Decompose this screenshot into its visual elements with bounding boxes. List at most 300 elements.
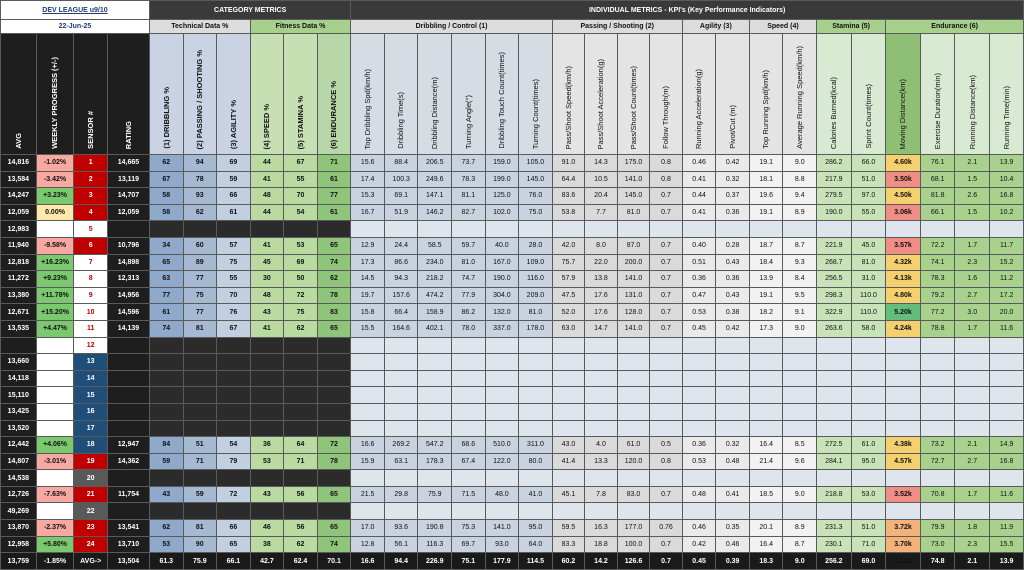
kpi-cell: 69.1 (384, 188, 418, 205)
kpi-cell: 59.5 (552, 520, 585, 537)
kpi-cell (749, 470, 783, 487)
kpi-cell: 109.0 (519, 254, 553, 271)
kpi-cell: 97.0 (851, 188, 886, 205)
kpi-cell: 209.0 (519, 287, 553, 304)
player-rating: 10,796 (107, 237, 149, 254)
kpi-cell: 58.0 (851, 320, 886, 337)
category-cell (317, 354, 351, 371)
kpi-cell (351, 503, 385, 520)
kpi-cell (886, 354, 921, 371)
player-avg: 14,247 (1, 188, 37, 205)
category-cell (183, 403, 217, 420)
table-row (1, 470, 1024, 487)
category-cell: 58 (149, 204, 183, 221)
kpi-cell: 15.5 (990, 536, 1024, 553)
kpi-cell: 0.7 (650, 254, 683, 271)
kpi-cell (851, 387, 886, 404)
kpi-cell: 42.0 (552, 237, 585, 254)
weekly-progress (36, 503, 74, 520)
category-cell (250, 503, 284, 520)
kpi-cell: 78.3 (452, 171, 486, 188)
kpi-cell: 230.1 (817, 536, 852, 553)
category-cell: 65 (317, 320, 351, 337)
kpi-cell: 9.5 (783, 287, 817, 304)
weekly-progress (36, 420, 74, 437)
kpi-cell (650, 221, 683, 238)
kpi-cell: 9.4 (783, 188, 817, 205)
kpi-cell (716, 387, 750, 404)
kpi-cell: 1.8 (955, 520, 990, 537)
kpi-cell: 141.0 (617, 320, 650, 337)
category-metrics-header: CATEGORY METRICS (149, 1, 350, 20)
sensor-number: 9 (74, 287, 108, 304)
kpi-cell: 75.0 (519, 204, 553, 221)
category-cell: 62 (149, 155, 183, 172)
kpi-cell: 16.3 (585, 520, 618, 537)
kpi-cell: 9.0 (783, 320, 817, 337)
kpi-cell (585, 420, 618, 437)
category-cell: 63 (149, 271, 183, 288)
sensor-number: 8 (74, 271, 108, 288)
kpi-cell: 13.8 (585, 271, 618, 288)
column-header (36, 34, 74, 155)
category-cell: 89 (183, 254, 217, 271)
kpi-cell (519, 354, 553, 371)
table-row (1, 387, 1024, 404)
category-cell: 62 (317, 271, 351, 288)
category-cell: 66.1 (217, 553, 251, 570)
kpi-cell: 10.2 (990, 204, 1024, 221)
kpi-cell: 9.0 (783, 486, 817, 503)
category-cell (284, 337, 318, 354)
category-cell: 61 (317, 204, 351, 221)
kpi-cell: 14.9 (990, 437, 1024, 454)
category-cell: 83 (317, 304, 351, 321)
category-cell (217, 354, 251, 371)
kpi-cell: 2.3 (955, 254, 990, 271)
kpi-cell: 0.8 (650, 155, 683, 172)
kpi-cell: 71.0 (851, 536, 886, 553)
kpi-cell: 66.4 (384, 304, 418, 321)
kpi-cell (552, 221, 585, 238)
kpi-cell (783, 503, 817, 520)
column-header (585, 34, 618, 155)
kpi-cell (955, 503, 990, 520)
kpi-cell (617, 420, 650, 437)
kpi-cell: 53.0 (851, 486, 886, 503)
player-rating: 11,754 (107, 486, 149, 503)
table-row (1, 536, 1024, 553)
player-rating (107, 403, 149, 420)
kpi-cell: 178.0 (519, 320, 553, 337)
kpi-cell: 94.3 (384, 271, 418, 288)
kpi-cell: 70.8 (920, 486, 955, 503)
kpi-cell: 18.1 (749, 171, 783, 188)
player-rating: 14,596 (107, 304, 149, 321)
kpi-cell (384, 370, 418, 387)
category-cell: 76 (217, 304, 251, 321)
kpi-cell: 16.4 (749, 536, 783, 553)
category-cell: 66 (217, 520, 251, 537)
kpi-cell: 66.1 (920, 204, 955, 221)
kpi-cell: 206.5 (418, 155, 452, 172)
table-row (1, 204, 1024, 221)
kpi-cell (552, 337, 585, 354)
kpi-cell: 83.3 (552, 536, 585, 553)
kpi-cell: 4.80k (886, 287, 921, 304)
sensor-number: 18 (74, 437, 108, 454)
kpi-cell: 12.8 (351, 536, 385, 553)
kpi-cell: 547.2 (418, 437, 452, 454)
kpi-cell: 78.8 (920, 320, 955, 337)
kpi-cell: 16.6 (351, 437, 385, 454)
kpi-cell (716, 470, 750, 487)
kpi-cell: 0.7 (650, 553, 683, 570)
kpi-cell (955, 403, 990, 420)
kpi-cell (817, 337, 852, 354)
kpi-cell (886, 387, 921, 404)
kpi-cell (955, 470, 990, 487)
kpi-cell: 11.6 (990, 320, 1024, 337)
column-header-label: (1) DRIBBLING % (161, 87, 171, 149)
category-cell: 70 (217, 287, 251, 304)
kpi-cell (920, 403, 955, 420)
kpi-cell (783, 403, 817, 420)
kpi-cell: 93.0 (485, 536, 519, 553)
kpi-cell (485, 470, 519, 487)
kpi-cell (851, 221, 886, 238)
kpi-cell: 17.4 (351, 171, 385, 188)
sensor-number: 4 (74, 204, 108, 221)
kpi-cell: 337.0 (485, 320, 519, 337)
kpi-cell: 86.2 (452, 304, 486, 321)
kpi-cell: 190.0 (817, 204, 852, 221)
column-header (418, 34, 452, 155)
kpi-cell: 81.8 (920, 188, 955, 205)
category-cell: 93 (183, 188, 217, 205)
kpi-cell (920, 221, 955, 238)
category-cell (250, 470, 284, 487)
kpi-cell (552, 503, 585, 520)
kpi-cell: 15.5 (351, 320, 385, 337)
kpi-cell: 63.1 (384, 453, 418, 470)
kpi-cell: 3.52k (886, 486, 921, 503)
kpi-cell (716, 503, 750, 520)
kpi-cell: 75.7 (552, 254, 585, 271)
kpi-cell: 75.9 (418, 486, 452, 503)
kpi-cell: 52.0 (552, 304, 585, 321)
kpi-cell (682, 420, 716, 437)
kpi-cell (519, 470, 553, 487)
kpi-cell (716, 221, 750, 238)
kpi-cell: 51.9 (384, 204, 418, 221)
kpi-cell (384, 420, 418, 437)
kpi-cell: 2.1 (955, 437, 990, 454)
kpi-cell: 4.24k (886, 320, 921, 337)
kpi-cell (617, 354, 650, 371)
player-rating (107, 221, 149, 238)
kpi-cell (955, 370, 990, 387)
kpi-cell (384, 337, 418, 354)
category-cell (250, 354, 284, 371)
kpi-cell: 0.37 (716, 188, 750, 205)
kpi-cell: 256.5 (817, 271, 852, 288)
kpi-cell (955, 221, 990, 238)
kpi-cell: 304.0 (485, 287, 519, 304)
category-cell: 65 (317, 237, 351, 254)
kpi-cell: 73.2 (920, 437, 955, 454)
kpi-cell: 3.70k (886, 536, 921, 553)
column-header-label: Pass/Shoot Count(times) (628, 65, 638, 149)
kpi-cell: 47.5 (552, 287, 585, 304)
player-avg: 12,958 (1, 536, 37, 553)
kpi-cell: 11.9 (990, 520, 1024, 537)
kpi-cell (783, 337, 817, 354)
kpi-cell (552, 403, 585, 420)
kpi-cell: 5.20k (886, 304, 921, 321)
kpi-cell (783, 470, 817, 487)
kpi-cell: 0.36 (682, 271, 716, 288)
kpi-cell (682, 403, 716, 420)
kpi-cell: 3.06k (886, 204, 921, 221)
kpi-cell: 81.0 (851, 254, 886, 271)
kpi-cell (682, 503, 716, 520)
player-rating: 14,665 (107, 155, 149, 172)
sensor-number: 17 (74, 420, 108, 437)
category-cell: 62 (284, 536, 318, 553)
category-cell: 60 (183, 237, 217, 254)
kpi-cell: 218.2 (418, 271, 452, 288)
kpi-cell: 268.7 (817, 254, 852, 271)
category-cell: 38 (250, 536, 284, 553)
category-cell: 77 (183, 271, 217, 288)
column-header-label: Moving Distance(km) (898, 78, 908, 149)
player-avg: 14,807 (1, 453, 37, 470)
kpi-cell: 145.0 (519, 171, 553, 188)
kpi-cell: 83.6 (552, 188, 585, 205)
kpi-cell: 68.6 (452, 437, 486, 454)
kpi-cell (585, 221, 618, 238)
kpi-cell: 93.6 (384, 520, 418, 537)
table-row (1, 171, 1024, 188)
kpi-cell (682, 387, 716, 404)
category-cell: 62 (284, 320, 318, 337)
category-cell: 71 (183, 453, 217, 470)
table-row (1, 337, 1024, 354)
kpi-cell: 0.41 (682, 204, 716, 221)
kpi-cell (955, 420, 990, 437)
kpi-cell (886, 503, 921, 520)
individual-metrics-header: INDIVIDUAL METRICS - KPI's (Key Performance Indicators) (351, 1, 1024, 20)
kpi-cell: 73.7 (452, 155, 486, 172)
category-cell (317, 337, 351, 354)
player-avg (1, 337, 37, 354)
column-header (783, 34, 817, 155)
kpi-cell: 249.6 (418, 171, 452, 188)
category-cell: 72 (284, 287, 318, 304)
kpi-cell (851, 337, 886, 354)
kpi-cell (485, 221, 519, 238)
kpi-cell: 18.4 (749, 254, 783, 271)
table-row (1, 320, 1024, 337)
kpi-cell (920, 354, 955, 371)
kpi-cell: 28.0 (519, 237, 553, 254)
kpi-cell: 72.7 (920, 453, 955, 470)
kpi-cell: 81.0 (617, 204, 650, 221)
category-cell (183, 221, 217, 238)
column-header (351, 34, 385, 155)
kpi-cell: 8.7 (783, 237, 817, 254)
kpi-cell: 110.0 (851, 287, 886, 304)
kpi-cell: 13.9 (990, 155, 1024, 172)
weekly-progress: +5.80% (36, 536, 74, 553)
category-cell: 55 (217, 271, 251, 288)
category-cell: 75 (183, 287, 217, 304)
table-row (1, 370, 1024, 387)
category-cell (317, 420, 351, 437)
kpi-cell: 20.0 (990, 304, 1024, 321)
kpi-cell: 21.5 (351, 486, 385, 503)
category-cell: 94 (183, 155, 217, 172)
kpi-cell: 114.5 (519, 553, 553, 570)
weekly-progress: -9.58% (36, 237, 74, 254)
kpi-cell: 69.0 (851, 553, 886, 570)
kpi-cell (617, 403, 650, 420)
column-header (817, 34, 852, 155)
kpi-cell: 0.76 (650, 520, 683, 537)
kpi-cell: 132.0 (485, 304, 519, 321)
category-cell: 62.4 (284, 553, 318, 570)
kpi-cell: 51.0 (851, 520, 886, 537)
column-header-label: Top Running Spd(km/h) (761, 70, 771, 149)
column-header (552, 34, 585, 155)
player-avg: 13,584 (1, 171, 37, 188)
weekly-progress (36, 470, 74, 487)
kpi-cell (817, 503, 852, 520)
player-rating: 14,956 (107, 287, 149, 304)
kpi-cell: 190.8 (418, 520, 452, 537)
kpi-cell: 4.50k (886, 188, 921, 205)
kpi-cell: 7.8 (585, 486, 618, 503)
kpi-cell (418, 370, 452, 387)
weekly-progress (36, 221, 74, 238)
category-cell: 78 (317, 453, 351, 470)
kpi-cell: 2.7 (955, 453, 990, 470)
column-header-label: (6) ENDURANCE % (329, 81, 339, 149)
avg-label: AVG-> (74, 553, 108, 570)
category-cell (149, 470, 183, 487)
kpi-cell (519, 337, 553, 354)
category-cell: 77 (183, 304, 217, 321)
kpi-cell (749, 221, 783, 238)
category-cell: 30 (250, 271, 284, 288)
category-cell (250, 337, 284, 354)
category-cell (284, 354, 318, 371)
kpi-cell: 510.0 (485, 437, 519, 454)
category-cell (149, 403, 183, 420)
category-cell: 67 (284, 155, 318, 172)
category-cell: 66 (217, 188, 251, 205)
kpi-cell (485, 337, 519, 354)
kpi-cell (749, 337, 783, 354)
player-avg: 15,110 (1, 387, 37, 404)
column-header (682, 34, 716, 155)
kpi-cell: 199.0 (485, 171, 519, 188)
kpi-cell: 45.0 (851, 237, 886, 254)
kpi-cell (384, 503, 418, 520)
kpi-cell: 105.0 (519, 155, 553, 172)
column-header (284, 34, 318, 155)
category-cell: 46 (250, 520, 284, 537)
kpi-cell: 256.2 (817, 553, 852, 570)
kpi-cell: 0.48 (716, 453, 750, 470)
column-header-label: Running Time(min) (1001, 85, 1011, 149)
kpi-cell: 0.53 (682, 453, 716, 470)
kpi-cell: 0.42 (716, 320, 750, 337)
kpi-cell (351, 337, 385, 354)
player-rating (107, 354, 149, 371)
kpi-cell: 0.28 (716, 237, 750, 254)
column-header (886, 34, 921, 155)
kpi-cell: 0.43 (716, 254, 750, 271)
kpi-cell: 61.0 (617, 437, 650, 454)
kpi-cell: 76.0 (519, 188, 553, 205)
kpi-cell: 122.0 (485, 453, 519, 470)
kpi-cell: 0.40 (682, 237, 716, 254)
kpi-cell: 177.9 (485, 553, 519, 570)
kpi-cell (418, 470, 452, 487)
kpi-cell: 0.41 (682, 171, 716, 188)
player-rating (107, 337, 149, 354)
kpi-cell: 218.8 (817, 486, 852, 503)
player-rating: 12,947 (107, 437, 149, 454)
kpi-cell: 4.13k (886, 271, 921, 288)
kpi-cell: 24.4 (384, 237, 418, 254)
category-cell: 59 (183, 486, 217, 503)
category-cell (317, 403, 351, 420)
category-cell: 65 (317, 486, 351, 503)
category-cell: 59 (217, 171, 251, 188)
kpi-cell (384, 470, 418, 487)
category-cell (183, 387, 217, 404)
category-cell: 64 (284, 437, 318, 454)
kpi-cell: 0.44 (682, 188, 716, 205)
kpi-cell: 158.9 (418, 304, 452, 321)
kpi-cell (351, 420, 385, 437)
player-rating: 13,710 (107, 536, 149, 553)
kpi-cell: 31.0 (851, 271, 886, 288)
category-cell: 34 (149, 237, 183, 254)
kpi-cell: 141.0 (617, 171, 650, 188)
kpi-cell: 0.8 (650, 171, 683, 188)
kpi-cell (817, 403, 852, 420)
kpi-cell (650, 503, 683, 520)
average-row (1, 553, 1024, 570)
kpi-cell: 0.8 (650, 453, 683, 470)
kpi-cell: 14.2 (585, 553, 618, 570)
kpi-cell: 221.9 (817, 237, 852, 254)
kpi-cell: 0.7 (650, 237, 683, 254)
category-cell: 51 (183, 437, 217, 454)
kpi-cell: 81.0 (452, 254, 486, 271)
kpi-cell: 15.3 (351, 188, 385, 205)
kpi-cell: 73.0 (920, 536, 955, 553)
column-header (716, 34, 750, 155)
column-header-label: RATING (123, 120, 133, 149)
kpi-cell (617, 387, 650, 404)
weekly-progress (36, 387, 74, 404)
category-cell: 58 (149, 188, 183, 205)
